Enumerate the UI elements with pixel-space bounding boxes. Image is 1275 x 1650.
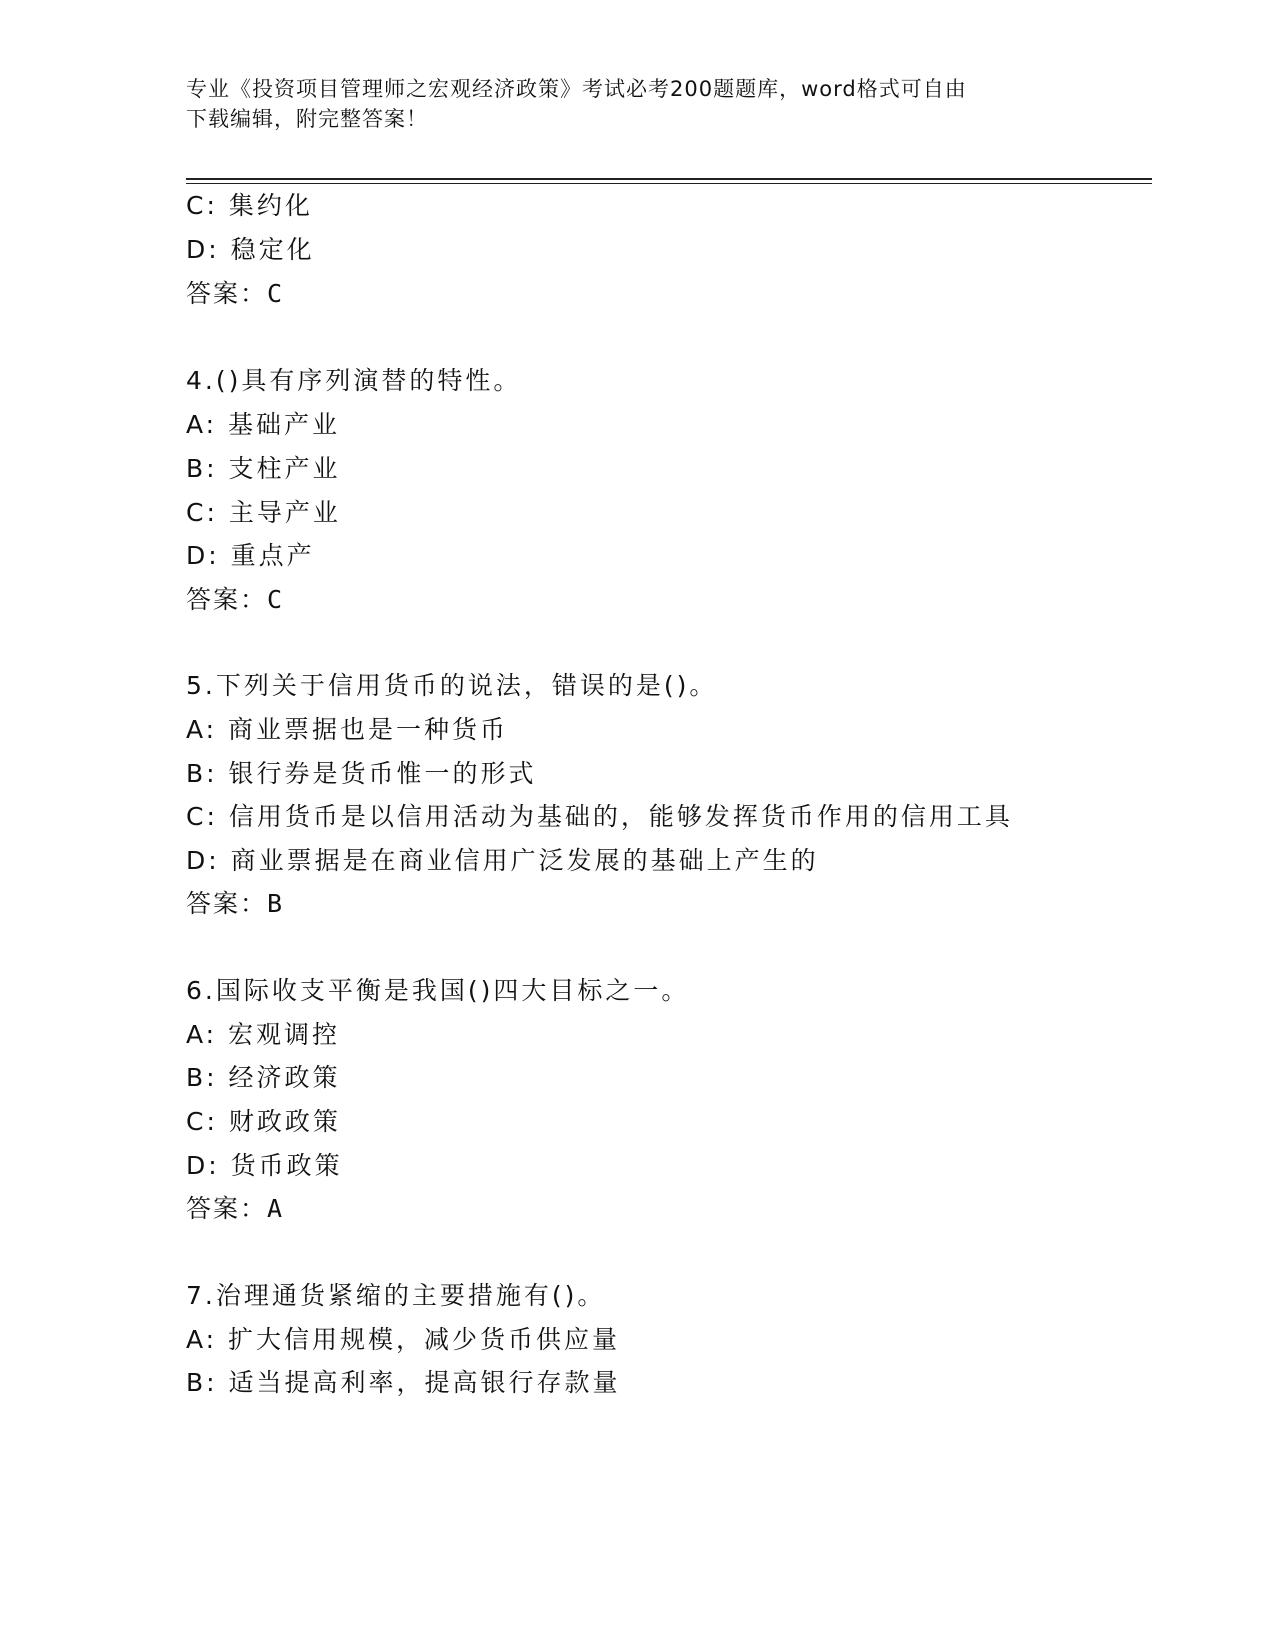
document-header <box>186 74 1066 134</box>
question-7-option-b: B: 适当提高利率，提高银行存款量 <box>186 1368 621 1397</box>
question-5: 5.下列关于信用货币的说法，错误的是()。 <box>186 671 718 700</box>
answer-value: C <box>267 585 284 614</box>
question-6-option-a: A: 宏观调控 <box>186 1020 341 1049</box>
answer-value: B <box>267 889 284 918</box>
answer-label: 答案： <box>186 585 268 614</box>
answer-value: A <box>267 1194 284 1223</box>
header-line-2: 下载编辑，附完整答案！ <box>186 107 428 131</box>
question-5-answer <box>186 888 283 920</box>
option-d: D: 稳定化 <box>186 235 315 264</box>
question-6-option-c: C: 财政政策 <box>186 1107 341 1136</box>
header-divider-thick <box>186 178 1152 180</box>
question-5-option-b: B: 银行券是货币惟一的形式 <box>186 759 537 788</box>
answer-value: C <box>267 279 284 308</box>
question-6-option-b: B: 经济政策 <box>186 1063 341 1092</box>
question-5-option-c: C: 信用货币是以信用活动为基础的，能够发挥货币作用的信用工具 <box>186 802 1013 831</box>
question-6-option-d: D: 货币政策 <box>186 1151 343 1180</box>
question-7: 7.治理通货紧缩的主要措施有()。 <box>186 1281 606 1310</box>
question-4-answer <box>186 584 283 616</box>
option-c: C: 集约化 <box>186 191 313 220</box>
question-5-option-d: D: 商业票据是在商业信用广泛发展的基础上产生的 <box>186 846 819 875</box>
answer-line <box>186 278 283 310</box>
question-5-option-a: A: 商业票据也是一种货币 <box>186 715 509 744</box>
question-6-answer <box>186 1193 283 1225</box>
question-4-option-c: C: 主导产业 <box>186 498 341 527</box>
question-6: 6.国际收支平衡是我国()四大目标之一。 <box>186 976 690 1005</box>
question-4-option-b: B: 支柱产业 <box>186 454 341 483</box>
question-7-option-a: A: 扩大信用规模，减少货币供应量 <box>186 1325 621 1354</box>
answer-label: 答案： <box>186 1194 268 1223</box>
question-4-option-a: A: 基础产业 <box>186 410 341 439</box>
header-line-1: 专业《投资项目管理师之宏观经济政策》考试必考200题题库，word格式可自由 <box>186 77 967 101</box>
question-4: 4.()具有序列演替的特性。 <box>186 366 522 395</box>
answer-label: 答案： <box>186 279 268 308</box>
answer-label: 答案： <box>186 889 268 918</box>
header-divider-thin <box>186 183 1152 184</box>
question-4-option-d: D: 重点产 <box>186 541 315 570</box>
